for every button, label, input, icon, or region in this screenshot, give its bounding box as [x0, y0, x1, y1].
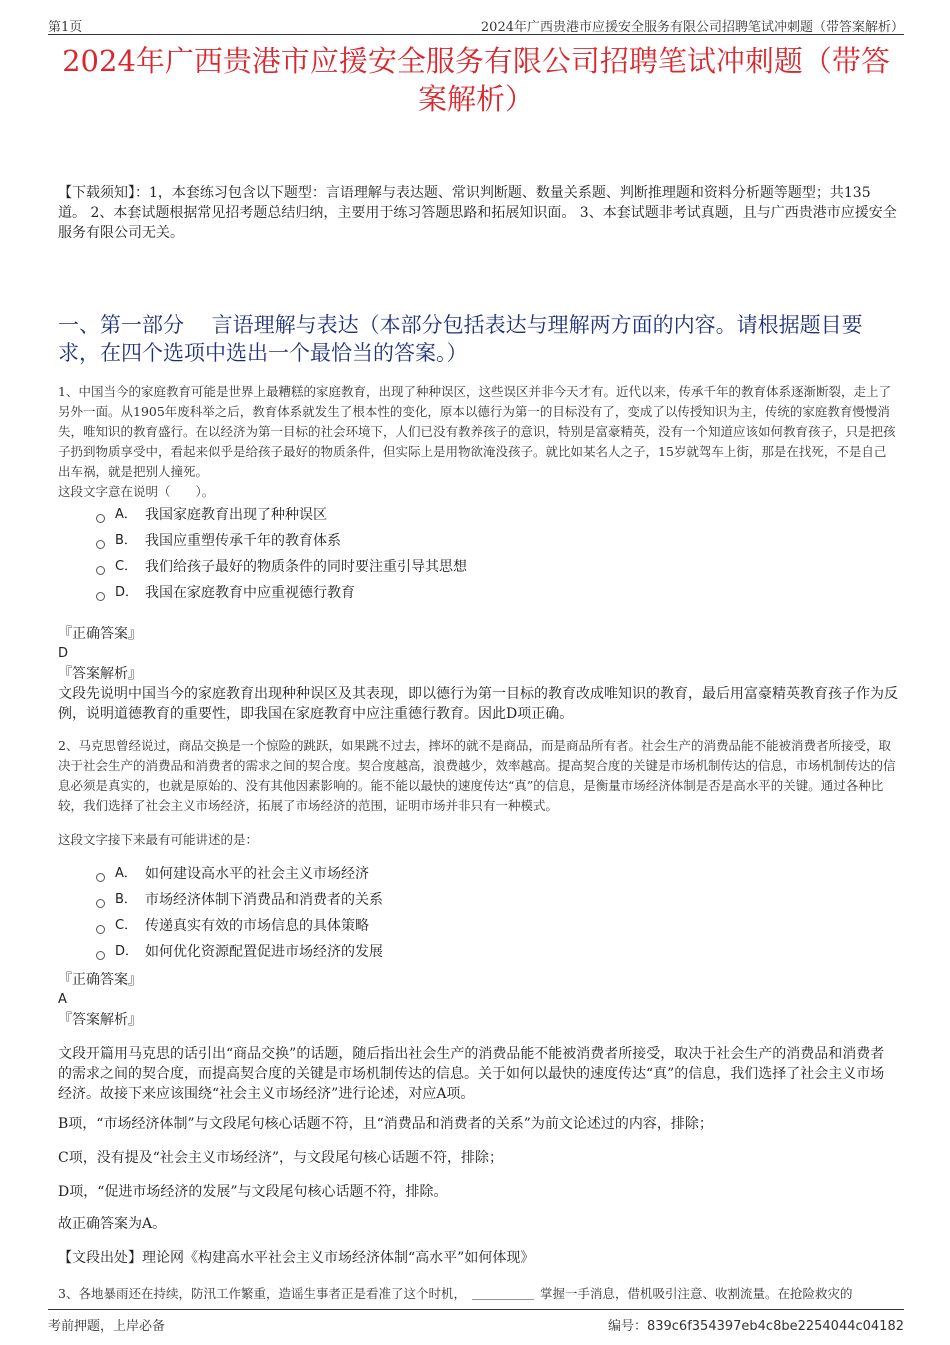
question-2-options	[96, 861, 796, 965]
question-1-option-c[interactable]: C． 我们给孩子最好的物质条件的同时要注重引导其思想	[96, 554, 796, 580]
question-2-option-c[interactable]: C． 传递真实有效的市场信息的具体策略	[96, 913, 796, 939]
question-2-answer-block	[58, 970, 898, 1030]
footer-code: 编号：839c6f354397eb4c8be2254044c04182	[607, 1319, 904, 1334]
page-number: 第1页	[48, 20, 83, 35]
question-2-passage: 2、马克思曾经说过，商品交换是一个惊险的跳跃，如果跳不过去，摔坏的就不是商品，而是商品所有者。社会生产的消费品能不能被消费者所接受，取决于社会生产的消费品和消费者的需求之间的契合度。契合度越高，浪费越少，效率越高。提高契合度的关键是市场机制传达的信息，市场机制传达的信息必须是真实的，也就是原始的、没有其他因素影响的。能不能以最快的速度传达“真”的信息，是衡量市场经济体制是否是高水平的关键。通过各种比较，我们选择了社会主义市场经济，拓展了市场经济的范围，证明市场并非只有一种模式。	[58, 738, 896, 813]
footer-slogan: 考前押题，上岸必备	[48, 1319, 166, 1334]
question-1-option-d[interactable]: D． 我国在家庭教育中应重视德行教育	[96, 580, 796, 606]
question-2-option-a[interactable]: A． 如何建设高水平的社会主义市场经济	[96, 861, 796, 887]
answer-label: 『正确答案』	[58, 972, 142, 988]
question-1-stem: 这段文字意在说明（ ）。	[58, 484, 215, 499]
analysis-text: 文段先说明中国当今的家庭教育出现种种误区及其表现，即以德行为第一目标的教育改成唯知识的教育，最后用富豪精英教育孩子作为反例，说明道德教育的重要性，即我国在家庭教育中应注重德行教育。因此D项正确。	[58, 686, 898, 722]
page-header	[48, 14, 904, 35]
question-1-option-a[interactable]: A． 我国家庭教育出现了种种误区	[96, 502, 796, 528]
analysis-paragraph: C项，没有提及“社会主义市场经济”，与文段尾句核心话题不符，排除；	[58, 1150, 504, 1166]
analysis-paragraph: B项，“市场经济体制”与文段尾句核心话题不符，且“消费品和消费者的关系”为前文论述过的内容，排除；	[58, 1116, 713, 1132]
radio-icon[interactable]	[96, 873, 105, 882]
answer-label: 『正确答案』	[58, 626, 142, 642]
section-title: 一、第一部分 言语理解与表达（本部分包括表达与理解两方面的内容。请根据题目要求，在四个选项中选出一个最恰当的答案。）	[58, 313, 863, 365]
header-doc-title: 2024年广西贵港市应援安全服务有限公司招聘笔试冲刺题（带答案解析）	[480, 20, 904, 35]
fill-blank	[472, 1299, 534, 1300]
question-1-passage: 1、中国当今的家庭教育可能是世界上最糟糕的家庭教育，出现了种种误区，这些误区并非今天才有。近代以来，传承千年的教育体系逐渐断裂，走上了另外一面。从1905年废科举之后，教育体系就发生了根本性的变化，原本以德行为第一的目标没有了，变成了以传授知识为主，传统的家庭教育慢慢消失，唯知识的教育盛行。在以经济为第一目标的社会环境下，人们已没有教养孩子的意识，特别是富豪精英，没有一个知道应该如何教育孩子，只是把孩子扔到物质享受中，看起来似乎是给孩子最好的物质条件，但实际上是用物欲淹没孩子。就比如某名人之子，15岁就驾车上街，那是在找死，不是自己出车祸，就是把别人撞死。 这段文字意在说明（ ）。	[58, 384, 896, 499]
radio-icon[interactable]	[96, 951, 105, 960]
radio-icon[interactable]	[96, 540, 105, 549]
question-1-options	[96, 502, 796, 606]
analysis-label: 『答案解析』	[58, 1012, 142, 1028]
answer-value: D	[58, 646, 69, 661]
question-2-stem: 这段文字接下来最有可能讲述的是：	[58, 832, 259, 847]
radio-icon[interactable]	[96, 566, 105, 575]
question-2-option-d[interactable]: D． 如何优化资源配置促进市场经济的发展	[96, 939, 796, 965]
analysis-paragraph: 故正确答案为A。	[58, 1216, 167, 1232]
radio-icon[interactable]	[96, 514, 105, 523]
radio-icon[interactable]	[96, 899, 105, 908]
page-footer	[48, 1309, 904, 1332]
document-title: 2024年广西贵港市应援安全服务有限公司招聘笔试冲刺题（带答案解析）	[62, 44, 890, 116]
radio-icon[interactable]	[96, 592, 105, 601]
analysis-label: 『答案解析』	[58, 666, 142, 682]
source-citation: 【文段出处】理论网《构建高水平社会主义市场经济体制“高水平”如何体现》	[58, 1250, 535, 1266]
answer-value: A	[58, 992, 67, 1007]
question-2-option-b[interactable]: B． 市场经济体制下消费品和消费者的关系	[96, 887, 796, 913]
question-1-answer-block	[58, 624, 898, 724]
analysis-paragraph: D项，“促进市场经济的发展”与文段尾句核心话题不符，排除。	[58, 1184, 448, 1200]
analysis-paragraph: 文段开篇用马克思的话引出“商品交换”的话题，随后指出社会生产的消费品能不能被消费者所接受，取决于社会生产的消费品和消费者的需求之间的契合度，而提高契合度的关键是市场机制传达的信息。关于如何以最快的速度传达“真”的信息，我们选择了社会主义市场经济。故接下来应该围绕“社会主义市场经济”进行论述，对应A项。	[58, 1046, 885, 1102]
question-3-passage: 3、各地暴雨还在持续，防汛工作繁重，造谣生事者正是看准了这个时机， 掌握一手消息，借机吸引注意、收割流量。在抢险救灾的	[58, 1286, 853, 1301]
download-notice: 【下载须知】：1，本套练习包含以下题型：言语理解与表达题、常识判断题、数量关系题、判断推理题和资料分析题等题型；共135道。 2、本套试题根据常见招考题总结归纳，主要用于练习答题思路和拓展知识面。 3、本套试题非考试真题，且与广西贵港市应援安全服务有限公司无关。	[58, 185, 897, 241]
question-1-option-b[interactable]: B． 我国应重塑传承千年的教育体系	[96, 528, 796, 554]
radio-icon[interactable]	[96, 925, 105, 934]
